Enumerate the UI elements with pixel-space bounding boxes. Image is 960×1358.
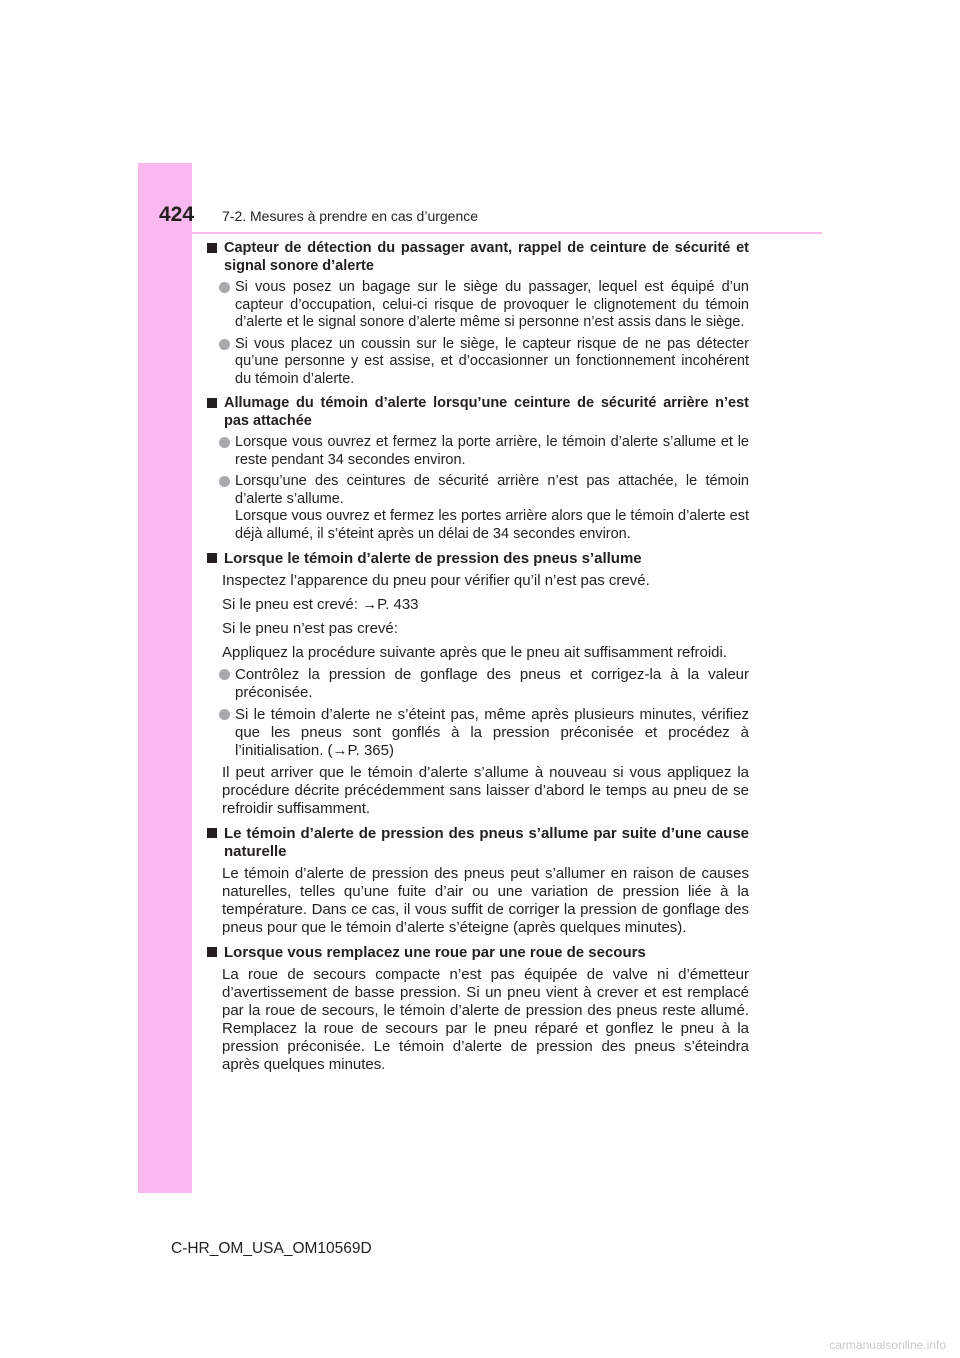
paragraph: Inspectez l’apparence du pneu pour vérifier qu’il n’est pas crevé.	[222, 572, 650, 589]
paragraph: Si le pneu est crevé: →P. 433	[222, 596, 419, 613]
circle-bullet-icon	[219, 437, 230, 448]
page-number: 424	[159, 203, 195, 226]
square-bullet-icon	[207, 947, 217, 957]
circle-bullet-icon	[219, 282, 230, 293]
square-bullet-icon	[207, 398, 217, 408]
list-item: Lorsqu’une des ceintures de sécurité arrière n’est pas attachée, le témoin d’alerte s’allume. Lorsque vous ouvrez et fermez les portes arrière alors que le témoin d’alerte est déjà allumé, il s’éteint après un délai de 34 secondes environ.	[219, 473, 749, 543]
paragraph: Appliquez la procédure suivante après que le pneu ait suffisamment refroidi.	[222, 644, 728, 661]
watermark: carmanualsonline.info	[829, 1338, 946, 1352]
paragraph: La roue de secours compacte n’est pas équipée de valve ni d’émetteur d’avertissement de basse pression. Si un pneu vient à crever et est remplacé par la roue de secours, le témoin d’alerte de pression des pneus reste allumé. Remplacez la roue de secours par le pneu réparé et gonflez le pneu à la pression préconisée. Le témoin d’alerte de pression des pneus s’éteindra après quelques minutes.	[222, 966, 749, 1073]
list-item: Si vous posez un bagage sur le siège du passager, lequel est équipé d’un capteur d’occupation, celui-ci risque de provoquer le clignotement du témoin d’alerte et le signal sonore d’alerte même si personne n’est assis dans le siège.	[219, 279, 749, 332]
page-content	[207, 240, 749, 1074]
section-heading: Lorsque le témoin d’alerte de pression des pneus s’allume	[207, 550, 749, 568]
square-bullet-icon	[207, 243, 217, 253]
section-heading: Le témoin d’alerte de pression des pneus s’allume par suite d’une cause naturelle	[207, 825, 749, 861]
header-rule	[192, 232, 822, 234]
section-heading: Capteur de détection du passager avant, rappel de ceinture de sécurité et signal sonore d’alerte	[207, 240, 749, 275]
paragraph: Le témoin d’alerte de pression des pneus peut s’allumer en raison de causes naturelles, telles qu’une fuite d’air ou une variation de pression liée à la température. Dans ce cas, il vous suffit de corriger la pression de gonflage des pneus pour que le témoin d’alerte s’éteigne (après quelques minutes).	[222, 865, 749, 936]
circle-bullet-icon	[219, 476, 230, 487]
section-title: 7-2. Mesures à prendre en cas d’urgence	[222, 208, 479, 224]
paragraph: Si le pneu n’est pas crevé:	[222, 620, 398, 637]
list-item-continuation: Lorsque vous ouvrez et fermez les portes arrière alors que le témoin d’alerte est déjà allumé, il s’éteint après un délai de 34 secondes environ.	[235, 508, 749, 542]
list-item: Contrôlez la pression de gonflage des pneus et corrigez-la à la valeur préconisée.	[219, 666, 749, 702]
square-bullet-icon	[207, 553, 217, 563]
section-heading: Allumage du témoin d’alerte lorsqu’une ceinture de sécurité arrière n’est pas attachée	[207, 395, 749, 430]
list-item: Lorsque vous ouvrez et fermez la porte arrière, le témoin d’alerte s’allume et le reste pendant 34 secondes environ.	[219, 434, 749, 469]
circle-bullet-icon	[219, 339, 230, 350]
circle-bullet-icon	[219, 709, 230, 720]
paragraph: Il peut arriver que le témoin d’alerte s’allume à nouveau si vous appliquez la procédure décrite précédemment sans laisser d’abord le temps au pneu de se refroidir suffisamment.	[222, 764, 749, 817]
list-item: Si le témoin d’alerte ne s’éteint pas, même après plusieurs minutes, vérifiez que les pneus sont gonflés à la pression préconisée et procédez à l’initialisation. (→P. 365)	[219, 706, 749, 760]
list-item: Si vous placez un coussin sur le siège, le capteur risque de ne pas détecter qu’une personne y est assise, et d’occasionner un fonctionnement incohérent du témoin d’alerte.	[219, 336, 749, 389]
chapter-sidebar-tab	[138, 163, 195, 1193]
document-code: C-HR_OM_USA_OM10569D	[171, 1240, 372, 1257]
circle-bullet-icon	[219, 669, 230, 680]
section-heading: Lorsque vous remplacez une roue par une roue de secours	[207, 944, 749, 962]
square-bullet-icon	[207, 828, 217, 838]
